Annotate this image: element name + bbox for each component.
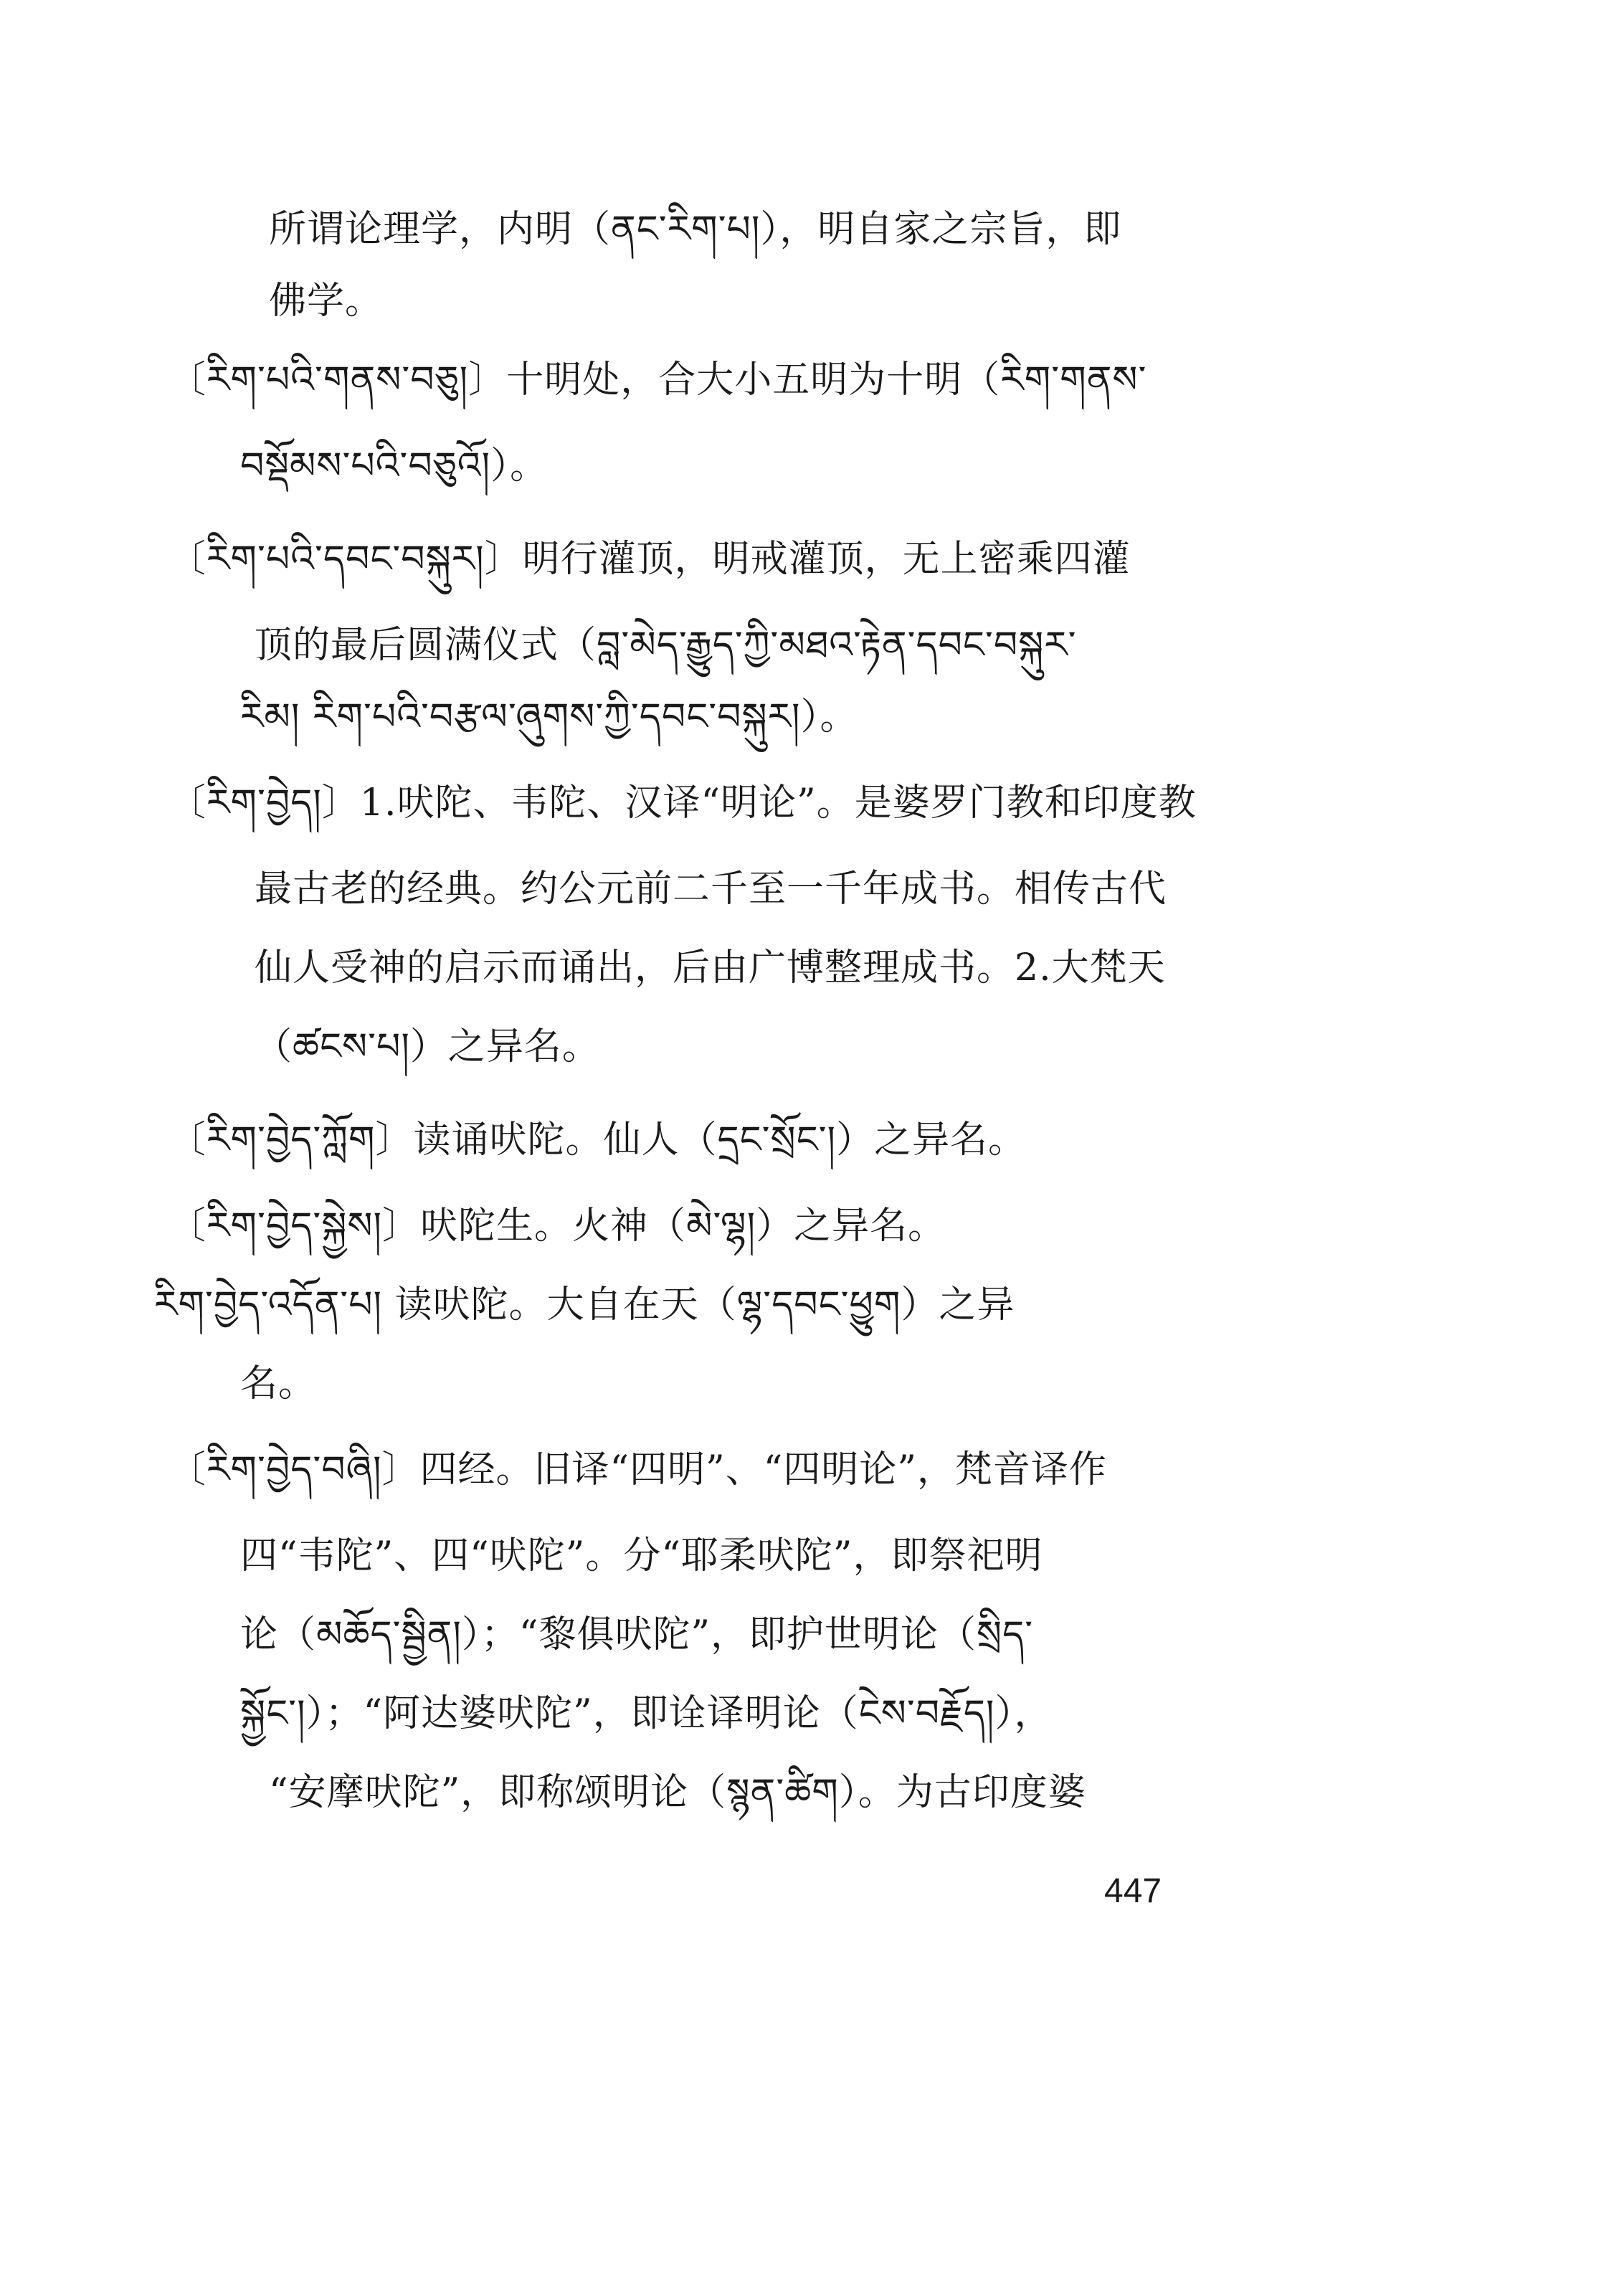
entry-line: （ཚངས་པ།）之异名。 (255, 1025, 600, 1068)
entry-headword-line: 〔རིག་པའི་དབང་བསྐུར།〕明行灌顶，明戒灌顶，无上密乘四灌 (168, 538, 1131, 581)
page-number: 447 (1104, 1872, 1162, 1910)
entry-line: སྐྱོང་།）；“阿达婆吠陀”，即诠译明论（ངེས་བརྗོད།）， (240, 1692, 1053, 1735)
entry-headword-line: 〔རིག་བྱེད་བཞི།〕四经。旧译“四明”、“四明论”，梵音译作 (168, 1448, 1107, 1491)
entry-line: བསྡོམས་པའི་བཅུའོ།）。 (240, 445, 549, 488)
entry-line: 最古老的经典。约公元前二千至一千年成书。相传古代 (255, 868, 1167, 911)
entry-line: 所谓论理学，内明（ནང་རིག་པ།），明自家之宗旨，即 (269, 208, 1122, 251)
entry-line: 论（མཆོད་སྦྱིན།）；“黎俱吠陀”，即护世明论（སྲིད་ (240, 1613, 1034, 1656)
entry-headword-line: རིག་བྱེད་འདོན་པ། 读吠陀。大自在天（ལྷ་དབང་ཕྱུག）之异 (154, 1283, 1015, 1326)
entry-line: རིམ། རིག་པའི་བརྩལ་ཞུགས་ཀྱི་དབང་བསྐུར།）。 (240, 696, 858, 739)
entry-headword-line: 〔རིག་པའི་གནས་བཅུ།〕十明处，合大小五明为十明（རིག་གནས་ (168, 359, 1147, 402)
entry-line: 佛学。 (269, 280, 384, 323)
entry-headword-line: 〔རིག་བྱེད།〕1.吠陀、韦陀、汉译“明论”。是婆罗门教和印度教 (168, 782, 1197, 825)
entry-line: “安摩吠陀”，即称颂明论（སྙན་ཚིག）。为古印度婆 (269, 1771, 1086, 1814)
entry-line: 仙人受神的启示而诵出，后由广博整理成书。2.大梵天 (255, 946, 1166, 989)
entry-line: 顶的最后圆满仪式（བླ་མེད་རྒྱུད་ཀྱི་མཐའ་རྟེན་དབང་བསྐུར་ (255, 624, 1077, 667)
entry-line: 名。 (240, 1362, 317, 1405)
entry-headword-line: 〔རིག་བྱེད་སྐྱེས།〕吠陀生。火神（མེ་ལྷ།）之异名。 (168, 1205, 946, 1248)
entry-headword-line: 〔རིག་བྱེད་ཀློག〕读诵吠陀。仙人（དྲང་སྲོང་།）之异名。 (168, 1119, 1027, 1162)
entry-line: 四“韦陀”、四“吠陀”。分“耶柔吠陀”，即祭祀明 (240, 1534, 1043, 1577)
